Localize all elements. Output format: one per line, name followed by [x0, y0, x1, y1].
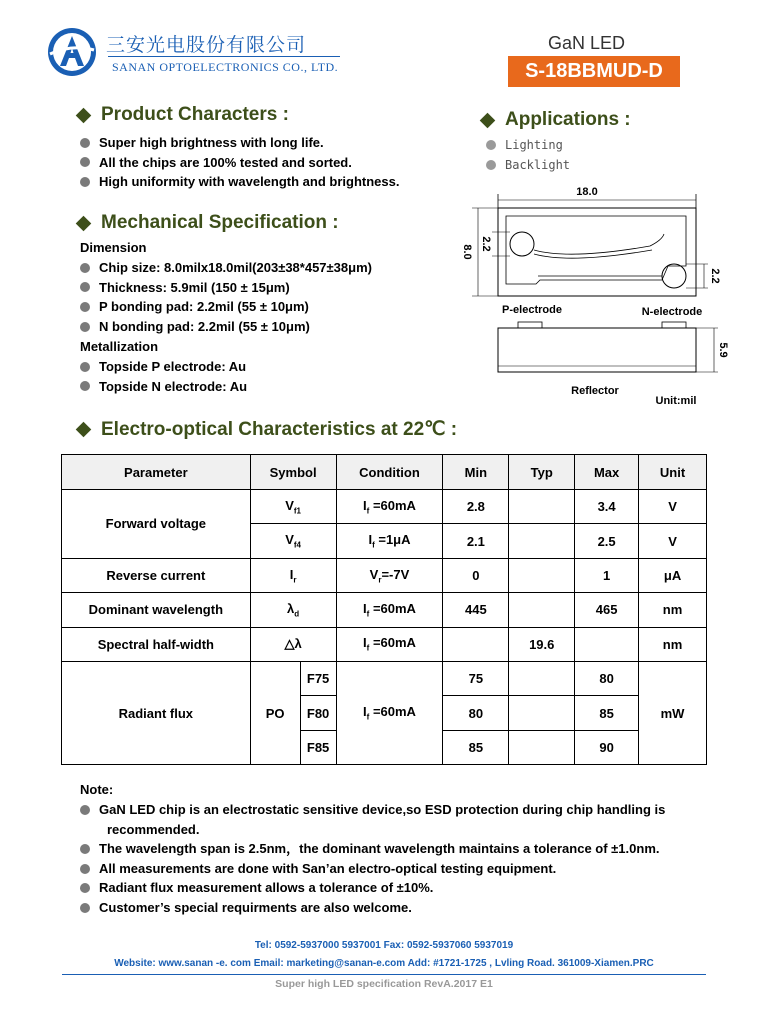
- table-cell: $I_f =60mA$: [336, 490, 443, 524]
- list-item: N bonding pad: 2.2mil (55 ± 10μm): [80, 317, 372, 337]
- table-cell: $I_f =60mA$: [336, 661, 443, 764]
- company-name-en: SANAN OPTOELECTRONICS CO., LTD.: [112, 60, 339, 74]
- table-cell: Radiant flux: [62, 661, 251, 764]
- company-divider: [108, 56, 340, 57]
- bullet-dot-icon: [80, 282, 90, 292]
- table-header-cell: Condition: [336, 455, 443, 490]
- bullet-dot-icon: [80, 883, 90, 893]
- footer-contact: Tel: 0592-5937000 5937001 Fax: 0592-5937060 5937019: [254, 940, 514, 951]
- table-cell: [509, 593, 575, 627]
- list-item: The wavelength span is 2.5nm，the dominant wavelength maintains a tolerance of ±1.0nm.: [80, 839, 710, 859]
- table-cell: 0: [443, 558, 509, 592]
- company-logo-icon: [46, 26, 98, 78]
- bullet-dot-icon: [80, 322, 90, 332]
- list-item: recommended.: [107, 821, 200, 837]
- bullet-dot-icon: [80, 903, 90, 913]
- footer-divider: [62, 974, 706, 975]
- n-bonding-pad: [662, 264, 686, 288]
- diamond-bullet-icon: [76, 215, 92, 231]
- list-item: Customer’s special requirments are also welcome.: [80, 898, 710, 918]
- table-cell: V: [639, 490, 707, 524]
- table-header-cell: Symbol: [250, 455, 336, 490]
- table-header-cell: Typ: [509, 455, 575, 490]
- table-header-cell: Max: [575, 455, 639, 490]
- diamond-bullet-icon: [480, 112, 496, 128]
- table-cell: PO: [250, 661, 300, 764]
- table-cell: 75: [443, 661, 509, 695]
- table-cell: △λ: [250, 627, 336, 661]
- list-item: Backlight: [486, 155, 570, 175]
- table-header-cell: Unit: [639, 455, 707, 490]
- table-cell: Reverse current: [62, 558, 251, 592]
- list-item: Super high brightness with long life.: [80, 133, 399, 153]
- bullet-dot-icon: [486, 140, 496, 150]
- applications-list: [486, 135, 570, 175]
- table-cell: [509, 558, 575, 592]
- p-electrode-label: P-electrode: [502, 304, 562, 316]
- table-row: [62, 593, 707, 627]
- table-row: [62, 661, 707, 695]
- thickness-dimension-label: 5.9: [717, 342, 729, 358]
- diamond-bullet-icon: [76, 107, 92, 123]
- bullet-dot-icon: [80, 302, 90, 312]
- table-cell: $V_r=-7V$: [336, 558, 443, 592]
- table-cell: nm: [639, 593, 707, 627]
- table-header-cell: Min: [443, 455, 509, 490]
- list-item: Chip size: 8.0milx18.0mil(203±38*457±38μm): [80, 258, 372, 278]
- n-pad-dimension-label: 2.2: [709, 268, 721, 284]
- table-cell: V: [639, 524, 707, 558]
- bullet-dot-icon: [80, 362, 90, 372]
- list-item: High uniformity with wavelength and brightness.: [80, 172, 399, 192]
- p-finger: [534, 250, 652, 258]
- diamond-bullet-icon: [76, 422, 92, 438]
- table-cell: 19.6: [509, 627, 575, 661]
- bullet-dot-icon: [80, 864, 90, 874]
- table-cell: $I_f =60mA$: [336, 593, 443, 627]
- mechanical-heading: Mechanical Specification :: [76, 212, 339, 234]
- table-cell: [509, 524, 575, 558]
- table-cell: 80: [575, 661, 639, 695]
- table-cell: 90: [575, 730, 639, 764]
- table-cell: [509, 696, 575, 730]
- table-cell: $V_{f1}$: [250, 490, 336, 524]
- table-cell: [443, 627, 509, 661]
- dimension-list: [80, 258, 372, 336]
- footer-address: Website: www.sanan -e. com Email: marketing@sanan-e.com Add: #1721-1725 , Lvling Road. 361009-Xiamen.PRC: [114, 958, 654, 969]
- part-number-badge: S-18BBMUD-D: [508, 56, 680, 87]
- table-cell: 445: [443, 593, 509, 627]
- table-cell: μA: [639, 558, 707, 592]
- list-item: P bonding pad: 2.2mil (55 ± 10μm): [80, 297, 372, 317]
- table-cell: 2.1: [443, 524, 509, 558]
- list-item: Radiant flux measurement allows a tolerance of ±10%.: [80, 878, 710, 898]
- table-cell: $I_f =60mA$: [336, 627, 443, 661]
- bullet-dot-icon: [80, 381, 90, 391]
- table-cell: $V_{f4}$: [250, 524, 336, 558]
- unit-label: Unit:mil: [655, 395, 697, 407]
- table-cell: 465: [575, 593, 639, 627]
- notes-section: [80, 782, 710, 918]
- product-characters-list: [80, 133, 399, 192]
- list-item: All measurements are done with San’an electro-optical testing equipment.: [80, 859, 710, 879]
- table-cell: [509, 661, 575, 695]
- list-item: All the chips are 100% tested and sorted.: [80, 153, 399, 173]
- chip-mesa-outline: [506, 216, 686, 284]
- table-row: [62, 627, 707, 661]
- table-cell: 2.5: [575, 524, 639, 558]
- p-bonding-pad: [510, 232, 534, 256]
- table-cell: [575, 627, 639, 661]
- p-pad-dimension-label: 2.2: [480, 236, 492, 252]
- bullet-dot-icon: [80, 263, 90, 273]
- table-cell: $I_f =1\mu A$: [336, 524, 443, 558]
- table-cell: $\lambda_d$: [250, 593, 336, 627]
- table-cell: mW: [639, 661, 707, 764]
- table-cell: Dominant wavelength: [62, 593, 251, 627]
- chip-diagram: [450, 180, 730, 412]
- table-cell: 85: [575, 696, 639, 730]
- table-cell: 2.8: [443, 490, 509, 524]
- table-cell: F80: [300, 696, 336, 730]
- table-cell: [509, 730, 575, 764]
- list-item: Topside P electrode: Au: [80, 357, 247, 377]
- company-name-cn: 三安光电股份有限公司: [106, 34, 307, 56]
- reflector-label: Reflector: [571, 385, 619, 397]
- bullet-dot-icon: [80, 138, 90, 148]
- table-cell: F75: [300, 661, 336, 695]
- height-dimension-label: 8.0: [461, 244, 473, 260]
- dimension-label: Dimension: [80, 240, 147, 255]
- table-cell: Forward voltage: [62, 490, 251, 559]
- eo-heading: Electro-optical Characteristics at 22℃ :: [76, 418, 457, 441]
- table-header-row: [62, 455, 707, 490]
- list-item: Thickness: 5.9mil (150 ± 15μm): [80, 278, 372, 298]
- notes-title: Note:: [80, 782, 114, 797]
- product-characters-heading: Product Characters :: [76, 104, 289, 126]
- product-type: GaN LED: [548, 33, 626, 53]
- metallization-label: Metallization: [80, 339, 159, 354]
- table-cell: [509, 490, 575, 524]
- table-cell: $I_r$: [250, 558, 336, 592]
- table-cell: Spectral half-width: [62, 627, 251, 661]
- n-electrode-shape: [662, 322, 686, 328]
- bullet-dot-icon: [80, 177, 90, 187]
- list-item: Lighting: [486, 135, 570, 155]
- metallization-list: [80, 357, 247, 396]
- chip-top-outline: [498, 208, 696, 296]
- list-item: Topside N electrode: Au: [80, 377, 247, 397]
- table-header-cell: Parameter: [62, 455, 251, 490]
- footer-revision: Super high LED specification RevA.2017 E1: [275, 978, 493, 990]
- table-cell: F85: [300, 730, 336, 764]
- applications-heading: Applications :: [480, 109, 631, 131]
- p-electrode-shape: [518, 322, 542, 328]
- notes-list: [80, 800, 710, 918]
- table-row: [62, 558, 707, 592]
- table-row: [62, 490, 707, 524]
- bullet-dot-icon: [80, 844, 90, 854]
- table-cell: 80: [443, 696, 509, 730]
- width-dimension-label: 18.0: [576, 186, 598, 198]
- n-electrode-label: N-electrode: [641, 306, 703, 318]
- table-cell: 1: [575, 558, 639, 592]
- table-cell: 3.4: [575, 490, 639, 524]
- chip-side-outline: [498, 328, 696, 372]
- table-cell: 85: [443, 730, 509, 764]
- eo-table: [61, 454, 707, 765]
- bullet-dot-icon: [486, 160, 496, 170]
- bullet-dot-icon: [80, 157, 90, 167]
- bullet-dot-icon: [80, 805, 90, 815]
- table-cell: nm: [639, 627, 707, 661]
- list-item: GaN LED chip is an electrostatic sensitive device,so ESD protection during chip handling is: [80, 800, 710, 820]
